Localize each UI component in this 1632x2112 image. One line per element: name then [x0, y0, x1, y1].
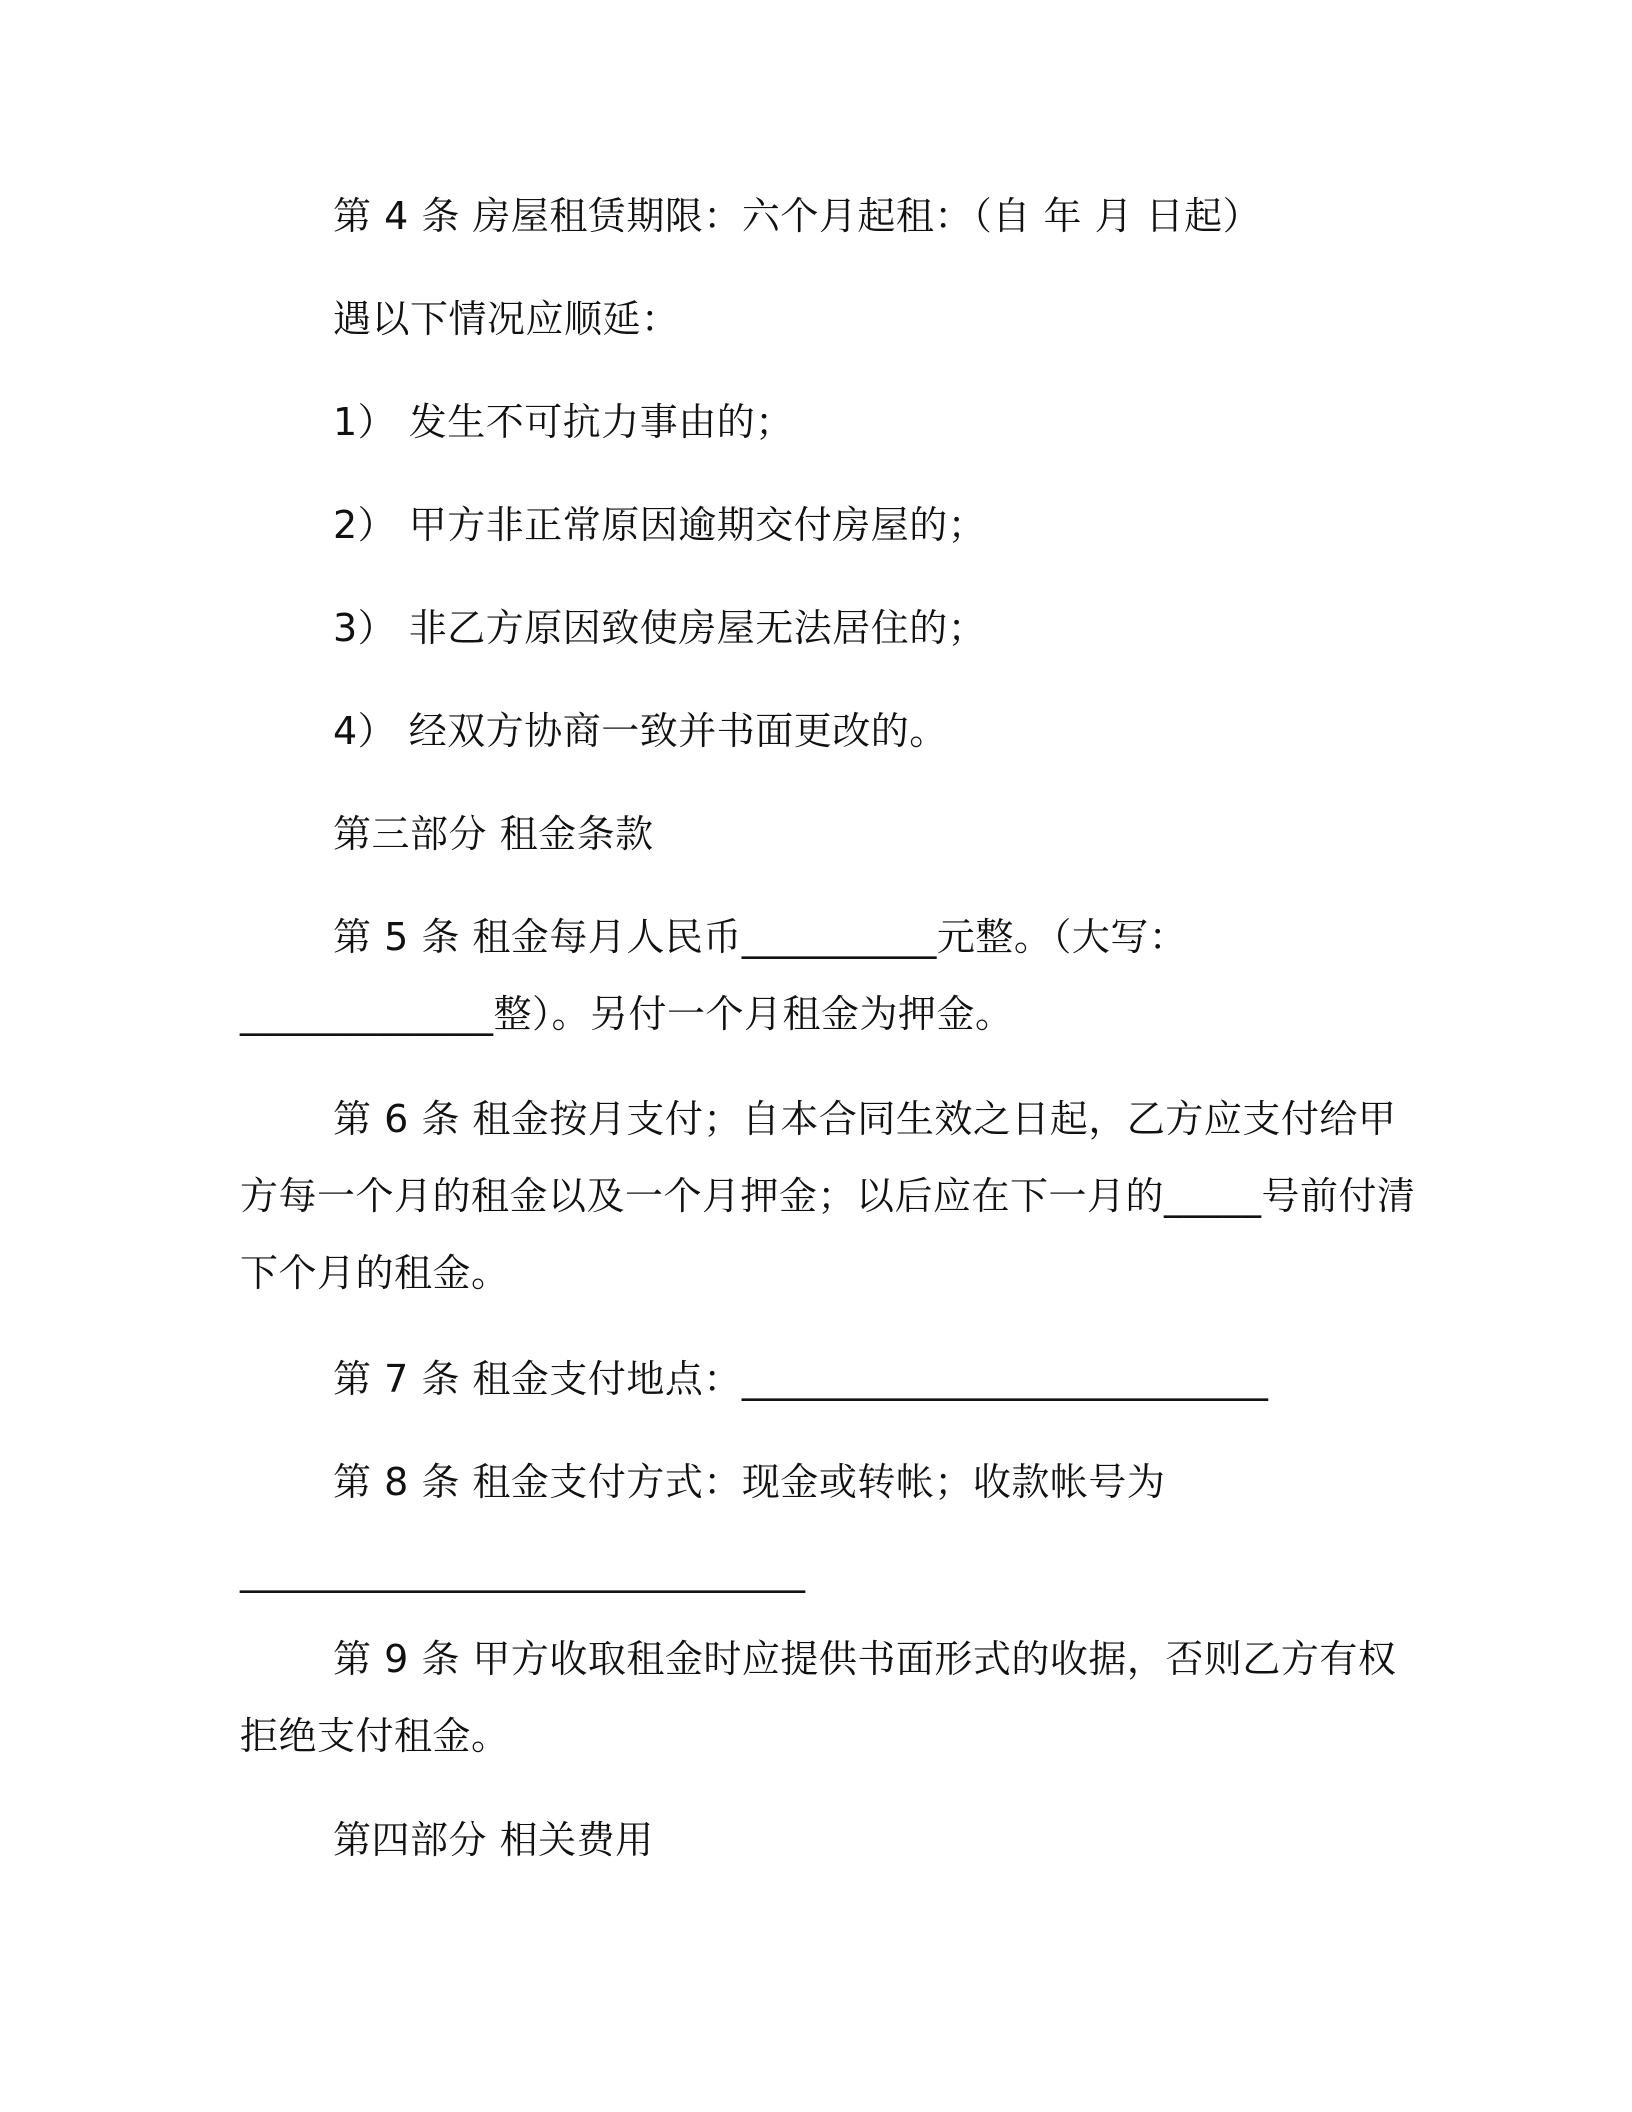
part-4-heading: 第四部分 相关费用	[333, 1818, 654, 1862]
list-item: 2） 甲方非正常原因逾期交付房屋的；	[333, 503, 987, 547]
list-item: 4） 经双方协商一致并书面更改的。	[333, 709, 948, 753]
article-6-line-2: 方每一个月的租金以及一个月押金；以后应在下一月的_____号前付清	[240, 1174, 1416, 1218]
part-3-heading: 第三部分 租金条款	[333, 812, 654, 856]
article-6-line-1: 第 6 条 租金按月支付；自本合同生效之日起，乙方应支付给甲	[333, 1097, 1397, 1141]
article-6-line-3: 下个月的租金。	[240, 1251, 510, 1295]
article-7-line-1: 第 7 条 租金支付地点：___________________________	[333, 1357, 1269, 1401]
article-5-line-1: 第 5 条 租金每月人民币__________元整。（大写：	[333, 915, 1188, 959]
article-4-intro: 遇以下情况应顺延：	[333, 297, 680, 341]
article-8-line-2: _____________________________	[240, 1549, 806, 1593]
article-9-line-1: 第 9 条 甲方收取租金时应提供书面形式的收据，否则乙方有权	[333, 1637, 1397, 1681]
article-5-line-2: _____________整）。另付一个月租金为押金。	[240, 992, 1014, 1036]
article-8-line-1: 第 8 条 租金支付方式：现金或转帐；收款帐号为	[333, 1460, 1166, 1504]
list-item: 3） 非乙方原因致使房屋无法居住的；	[333, 606, 987, 650]
article-9-line-2: 拒绝支付租金。	[240, 1714, 510, 1758]
list-item: 1） 发生不可抗力事由的；	[333, 400, 794, 444]
article-4-title: 第 4 条 房屋租赁期限：六个月起租：（自 年 月 日起）	[333, 194, 1262, 238]
